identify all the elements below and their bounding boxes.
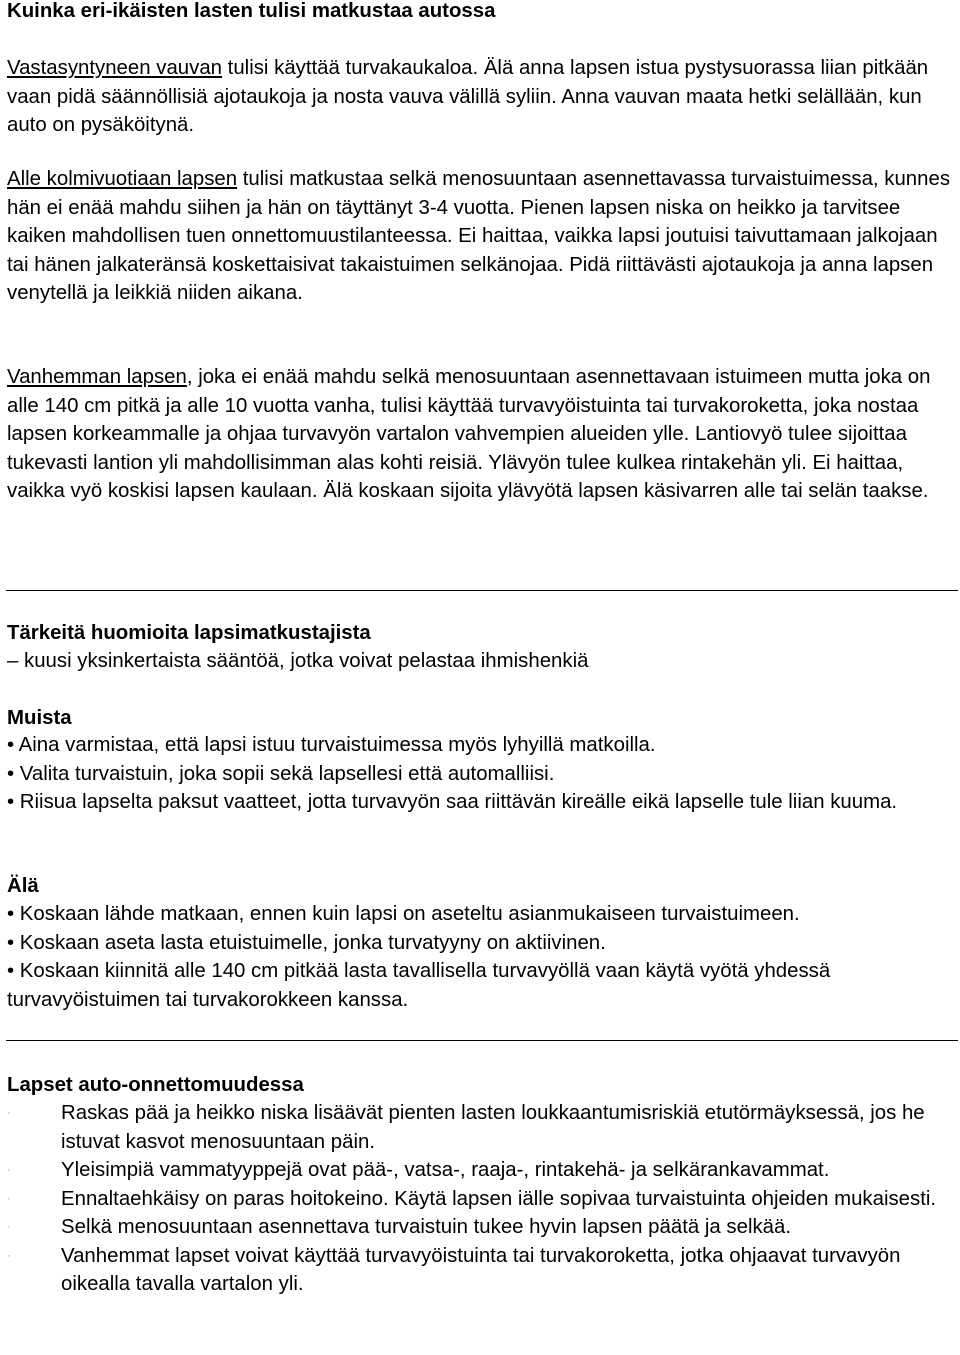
under-three-text: tulisi matkustaa selkä menosuuntaan asennettavassa turvaistuimessa, kunnes hän ei enää mahdu siihen ja hän on täyttänyt 3-4 vuotta. Pienen lapsen niska on heikko ja tarvitsee kaiken mahdollisen tuen onnettomuustilanteessa. Ei haittaa, vaikka lapsi joutuisi taivuttamaan jalkojaan tai hänen jalkateränsä koskettaisivat takaistuimen selkänojaa. Pidä riittävästi ajotaukoja ja anna lapsen venytellä ja leikkiä niiden aikana. [7, 168, 951, 304]
section-title-accidents: Lapset auto-onnettomuudessa [7, 1074, 304, 1096]
bullet-mark: · [7, 1107, 11, 1119]
divider-1 [6, 590, 958, 591]
section-title-age-travel: Kuinka eri-ikäisten lasten tulisi matkustaa autossa [7, 0, 496, 22]
accidents-list [7, 1099, 957, 1299]
list-item: • Koskaan lähde matkaan, ennen kuin lapsi on aseteltu asianmukaiseen turvaistuimeen. [7, 903, 800, 925]
paragraph-older-child [7, 363, 957, 506]
list-item-text: Ennaltaehkäisy on paras hoitokeino. Käytä lapsen iälle sopivaa turvaistuinta ohjeiden mukaisesti. [61, 1187, 937, 1210]
list-item: • Koskaan kiinnitä alle 140 cm pitkää lasta tavallisella turvavyöllä vaan käytä vyötä yhdessä turvavyöistuimen tai turvakorokkeen kanssa. [7, 960, 831, 1011]
heading-ala: Älä [7, 875, 39, 897]
newborn-link-text: Vastasyntyneen vauvan [7, 57, 222, 79]
older-child-text: , joka ei enää mahdu selkä menosuuntaan asennettavaan istuimeen mutta joka on alle 140 cm pitkä ja alle 10 vuotta vanha, tulisi käyttää turvavyöistuinta tai turvakoroketta, joka nostaa lapsen korkeammalle ja ohjaa turvavyön vartalon vahvempien alueiden ylle. Lantiovyö tulee sijoittaa tukevasti lantion yli mahdollisimman alas kohti reisiä. Ylävyön tulee kulkea rintakehän yli. Ei haittaa, vaikka vyö koskisi lapsen kaulaan. Älä koskaan sijoita ylävyötä lapsen käsivarren alle tai selän taakse. [7, 366, 931, 502]
list-item-text: Vanhemmat lapset voivat käyttää turvavyöistuinta tai turvakoroketta, jotka ohjaavat turvavyön oikealla tavalla vartalon yli. [61, 1244, 901, 1295]
list-item [7, 1213, 957, 1242]
newborn-text: tulisi käyttää turvakaukaloa. Älä anna lapsen istua pystysuorassa liian pitkään vaan pidä säännöllisiä ajotaukoja ja nosta vauva välillä syliin. Anna vauvan maata hetki selällään, kun auto on pysäköitynä. [7, 57, 929, 136]
paragraph-newborn [7, 54, 957, 140]
ala-list [7, 900, 957, 1014]
list-item-text: Raskas pää ja heikko niska lisäävät pienten lasten loukkaantumisriskiä etutörmäyksessä, jos he istuvat kasvot menosuuntaan päin. [61, 1102, 925, 1153]
list-item: • Koskaan aseta lasta etuistuimelle, jonka turvatyyny on aktiivinen. [7, 931, 606, 954]
bullet-mark: · [7, 1192, 11, 1205]
under-three-link-text: Alle kolmivuotiaan lapsen [7, 168, 238, 190]
list-item [7, 1185, 957, 1214]
heading-muista: Muista [7, 707, 72, 729]
list-item-text: Yleisimpiä vammatyyppejä ovat pää-, vatsa-, raaja-, rintakehä- ja selkärankavammat. [61, 1159, 830, 1181]
list-item: • Aina varmistaa, että lapsi istuu turvaistuimessa myös lyhyillä matkoilla. [7, 734, 656, 756]
list-item: • Riisua lapselta paksut vaatteet, jotta turvavyön saa riittävän kireälle eikä lapselle tule liian kuuma. [7, 791, 898, 813]
list-item: • Valita turvaistuin, joka sopii sekä lapsellesi että automalliisi. [7, 762, 555, 785]
bullet-mark: · [7, 1164, 11, 1176]
list-item [7, 1156, 957, 1185]
divider-2 [6, 1040, 958, 1041]
bullet-mark: · [7, 1221, 11, 1233]
muista-list [7, 731, 957, 817]
list-item [7, 1242, 957, 1299]
older-child-link-text: Vanhemman lapsen [7, 366, 187, 388]
section-title-important-notes: Tärkeitä huomioita lapsimatkustajista [7, 622, 371, 644]
section-subtitle-rules: – kuusi yksinkertaista sääntöä, jotka voivat pelastaa ihmishenkiä [7, 650, 589, 672]
paragraph-under-three [7, 165, 957, 308]
bullet-mark: · [7, 1249, 11, 1262]
list-item-text: Selkä menosuuntaan asennettava turvaistuin tukee hyvin lapsen päätä ja selkää. [61, 1216, 792, 1238]
list-item [7, 1099, 957, 1156]
